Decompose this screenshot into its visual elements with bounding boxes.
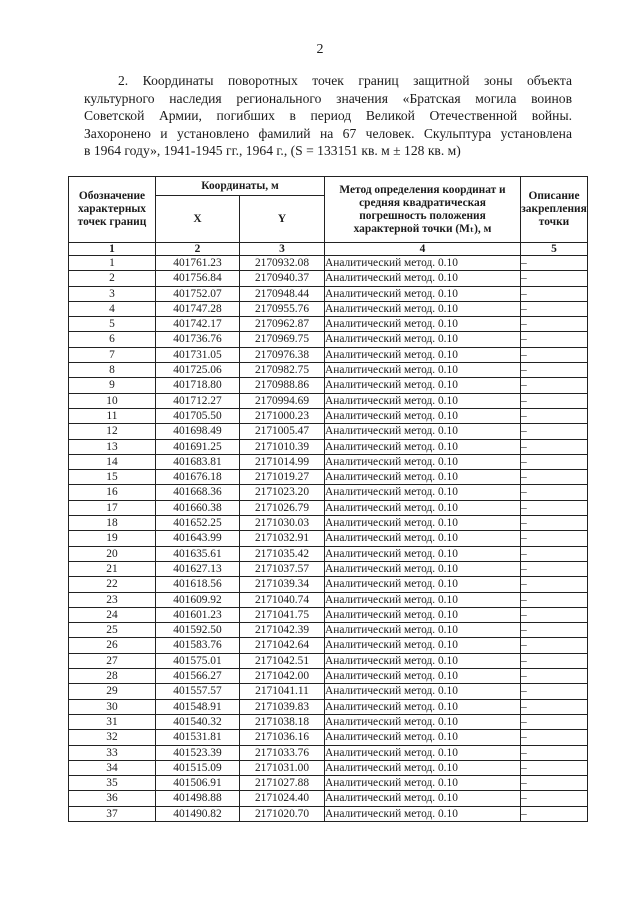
x-coordinate-cell: 401583.76 [156, 638, 240, 653]
table-row [69, 439, 588, 454]
method-cell: Аналитический метод. 0.10 [325, 363, 521, 378]
table-row [69, 699, 588, 714]
y-coordinate-cell: 2171005.47 [240, 424, 325, 439]
coordinates-table [68, 176, 588, 822]
x-coordinate-cell: 401635.61 [156, 546, 240, 561]
x-coordinate-cell: 401736.76 [156, 332, 240, 347]
point-number-cell: 20 [69, 546, 156, 561]
table-row [69, 408, 588, 423]
column-number: 2 [156, 243, 240, 256]
description-cell: – [521, 684, 588, 699]
method-cell: Аналитический метод. 0.10 [325, 776, 521, 791]
y-coordinate-cell: 2171020.70 [240, 806, 325, 821]
description-cell: – [521, 271, 588, 286]
y-coordinate-cell: 2170940.37 [240, 271, 325, 286]
x-coordinate-cell: 401515.09 [156, 760, 240, 775]
description-cell: – [521, 301, 588, 316]
x-coordinate-cell: 401575.01 [156, 653, 240, 668]
intro-line: в 1964 году», 1941-1945 гг., 1964 г., (S = 133151 кв. м ± 128 кв. м) [84, 143, 461, 159]
point-number-cell: 30 [69, 699, 156, 714]
intro-line: Советской Армии, погибших в период Великой Отечественной войны. [84, 108, 572, 124]
method-cell: Аналитический метод. 0.10 [325, 592, 521, 607]
column-number: 1 [69, 243, 156, 256]
intro-line: культурного наследия регионального значения «Братская могила воинов [84, 90, 572, 106]
method-cell: Аналитический метод. 0.10 [325, 500, 521, 515]
method-cell: Аналитический метод. 0.10 [325, 408, 521, 423]
x-coordinate-cell: 401627.13 [156, 561, 240, 576]
method-cell: Аналитический метод. 0.10 [325, 454, 521, 469]
description-cell: – [521, 791, 588, 806]
y-coordinate-cell: 2171042.51 [240, 653, 325, 668]
y-coordinate-cell: 2171030.03 [240, 516, 325, 531]
description-cell: – [521, 485, 588, 500]
x-coordinate-cell: 401691.25 [156, 439, 240, 454]
table-row [69, 531, 588, 546]
table-row [69, 516, 588, 531]
table-row [69, 378, 588, 393]
y-coordinate-cell: 2170962.87 [240, 317, 325, 332]
table-body [69, 256, 588, 822]
intro-line: 2. Координаты поворотных точек границ защитной зоны объекта [118, 73, 572, 88]
table-row [69, 393, 588, 408]
y-coordinate-cell: 2171024.40 [240, 791, 325, 806]
table-row [69, 592, 588, 607]
method-cell: Аналитический метод. 0.10 [325, 638, 521, 653]
x-coordinate-cell: 401668.36 [156, 485, 240, 500]
method-cell: Аналитический метод. 0.10 [325, 332, 521, 347]
x-coordinate-cell: 401731.05 [156, 347, 240, 362]
description-cell: – [521, 424, 588, 439]
table-row [69, 561, 588, 576]
description-cell: – [521, 393, 588, 408]
y-coordinate-cell: 2171027.88 [240, 776, 325, 791]
page-number: 2 [316, 42, 324, 57]
point-number-cell: 32 [69, 730, 156, 745]
description-cell: – [521, 378, 588, 393]
table-row [69, 806, 588, 821]
point-number-cell: 7 [69, 347, 156, 362]
point-number-cell: 23 [69, 592, 156, 607]
point-number-cell: 9 [69, 378, 156, 393]
header-description: Описание закрепления точки [521, 177, 588, 243]
point-number-cell: 10 [69, 393, 156, 408]
description-cell: – [521, 500, 588, 515]
method-cell: Аналитический метод. 0.10 [325, 439, 521, 454]
method-cell: Аналитический метод. 0.10 [325, 470, 521, 485]
point-number-cell: 36 [69, 791, 156, 806]
y-coordinate-cell: 2171036.16 [240, 730, 325, 745]
point-number-cell: 29 [69, 684, 156, 699]
table-row [69, 424, 588, 439]
header-coordinates: Координаты, м [156, 177, 325, 196]
y-coordinate-cell: 2171041.11 [240, 684, 325, 699]
point-number-cell: 16 [69, 485, 156, 500]
method-cell: Аналитический метод. 0.10 [325, 623, 521, 638]
method-cell: Аналитический метод. 0.10 [325, 669, 521, 684]
table-row [69, 745, 588, 760]
method-cell: Аналитический метод. 0.10 [325, 699, 521, 714]
method-cell: Аналитический метод. 0.10 [325, 393, 521, 408]
table-row [69, 500, 588, 515]
y-coordinate-cell: 2171019.27 [240, 470, 325, 485]
description-cell: – [521, 653, 588, 668]
method-cell: Аналитический метод. 0.10 [325, 791, 521, 806]
x-coordinate-cell: 401601.23 [156, 607, 240, 622]
x-coordinate-cell: 401566.27 [156, 669, 240, 684]
x-coordinate-cell: 401652.25 [156, 516, 240, 531]
y-coordinate-cell: 2171042.00 [240, 669, 325, 684]
table-row [69, 546, 588, 561]
y-coordinate-cell: 2170932.08 [240, 256, 325, 271]
method-cell: Аналитический метод. 0.10 [325, 745, 521, 760]
description-cell: – [521, 286, 588, 301]
description-cell: – [521, 638, 588, 653]
point-number-cell: 35 [69, 776, 156, 791]
y-coordinate-cell: 2170994.69 [240, 393, 325, 408]
x-coordinate-cell: 401557.57 [156, 684, 240, 699]
intro-line: Захоронено и установлено фамилий на 67 человек. Скульптура установлена [84, 125, 572, 141]
point-number-cell: 27 [69, 653, 156, 668]
table-row [69, 714, 588, 729]
point-number-cell: 33 [69, 745, 156, 760]
x-coordinate-cell: 401523.39 [156, 745, 240, 760]
description-cell: – [521, 607, 588, 622]
y-coordinate-cell: 2170948.44 [240, 286, 325, 301]
column-number: 3 [240, 243, 325, 256]
table-row [69, 607, 588, 622]
y-coordinate-cell: 2171038.18 [240, 714, 325, 729]
y-coordinate-cell: 2171041.75 [240, 607, 325, 622]
description-cell: – [521, 760, 588, 775]
description-cell: – [521, 546, 588, 561]
description-cell: – [521, 332, 588, 347]
description-cell: – [521, 669, 588, 684]
table-row [69, 653, 588, 668]
table-row [69, 256, 588, 271]
table-row [69, 301, 588, 316]
method-cell: Аналитический метод. 0.10 [325, 317, 521, 332]
point-number-cell: 19 [69, 531, 156, 546]
y-coordinate-cell: 2170955.76 [240, 301, 325, 316]
method-cell: Аналитический метод. 0.10 [325, 684, 521, 699]
y-coordinate-cell: 2171037.57 [240, 561, 325, 576]
description-cell: – [521, 714, 588, 729]
table-row [69, 577, 588, 592]
table-row [69, 347, 588, 362]
method-cell: Аналитический метод. 0.10 [325, 806, 521, 821]
table-row [69, 791, 588, 806]
header-designation: Обозначение характерных точек границ [69, 177, 156, 243]
description-cell: – [521, 317, 588, 332]
x-coordinate-cell: 401712.27 [156, 393, 240, 408]
y-coordinate-cell: 2170969.75 [240, 332, 325, 347]
method-cell: Аналитический метод. 0.10 [325, 516, 521, 531]
x-coordinate-cell: 401609.92 [156, 592, 240, 607]
table-row [69, 669, 588, 684]
table-row [69, 776, 588, 791]
point-number-cell: 13 [69, 439, 156, 454]
y-coordinate-cell: 2171039.83 [240, 699, 325, 714]
method-cell: Аналитический метод. 0.10 [325, 561, 521, 576]
x-coordinate-cell: 401752.07 [156, 286, 240, 301]
description-cell: – [521, 592, 588, 607]
y-coordinate-cell: 2171039.34 [240, 577, 325, 592]
description-cell: – [521, 470, 588, 485]
x-coordinate-cell: 401592.50 [156, 623, 240, 638]
y-coordinate-cell: 2171033.76 [240, 745, 325, 760]
header-method: Метод определения координат и средняя квадратическая погрешность положения характерной точки (Mₜ), м [325, 177, 521, 243]
column-number: 4 [325, 243, 521, 256]
description-cell: – [521, 776, 588, 791]
x-coordinate-cell: 401698.49 [156, 424, 240, 439]
x-coordinate-cell: 401498.88 [156, 791, 240, 806]
x-coordinate-cell: 401618.56 [156, 577, 240, 592]
point-number-cell: 2 [69, 271, 156, 286]
point-number-cell: 8 [69, 363, 156, 378]
method-cell: Аналитический метод. 0.10 [325, 577, 521, 592]
x-coordinate-cell: 401506.91 [156, 776, 240, 791]
description-cell: – [521, 806, 588, 821]
x-coordinate-cell: 401718.80 [156, 378, 240, 393]
table-row [69, 684, 588, 699]
intro-paragraph [84, 72, 572, 160]
y-coordinate-cell: 2170982.75 [240, 363, 325, 378]
y-coordinate-cell: 2171032.91 [240, 531, 325, 546]
header-y: Y [240, 196, 325, 243]
x-coordinate-cell: 401660.38 [156, 500, 240, 515]
method-cell: Аналитический метод. 0.10 [325, 347, 521, 362]
description-cell: – [521, 363, 588, 378]
y-coordinate-cell: 2171042.64 [240, 638, 325, 653]
point-number-cell: 26 [69, 638, 156, 653]
point-number-cell: 5 [69, 317, 156, 332]
description-cell: – [521, 561, 588, 576]
description-cell: – [521, 745, 588, 760]
y-coordinate-cell: 2170976.38 [240, 347, 325, 362]
description-cell: – [521, 256, 588, 271]
y-coordinate-cell: 2171010.39 [240, 439, 325, 454]
description-cell: – [521, 577, 588, 592]
point-number-cell: 11 [69, 408, 156, 423]
point-number-cell: 6 [69, 332, 156, 347]
method-cell: Аналитический метод. 0.10 [325, 301, 521, 316]
column-number: 5 [521, 243, 588, 256]
table-row [69, 730, 588, 745]
point-number-cell: 28 [69, 669, 156, 684]
point-number-cell: 3 [69, 286, 156, 301]
point-number-cell: 24 [69, 607, 156, 622]
point-number-cell: 4 [69, 301, 156, 316]
x-coordinate-cell: 401747.28 [156, 301, 240, 316]
table-row [69, 332, 588, 347]
description-cell: – [521, 699, 588, 714]
method-cell: Аналитический метод. 0.10 [325, 286, 521, 301]
method-cell: Аналитический метод. 0.10 [325, 256, 521, 271]
table-row [69, 286, 588, 301]
table-row [69, 638, 588, 653]
method-cell: Аналитический метод. 0.10 [325, 714, 521, 729]
x-coordinate-cell: 401490.82 [156, 806, 240, 821]
method-cell: Аналитический метод. 0.10 [325, 531, 521, 546]
method-cell: Аналитический метод. 0.10 [325, 271, 521, 286]
point-number-cell: 14 [69, 454, 156, 469]
description-cell: – [521, 454, 588, 469]
method-cell: Аналитический метод. 0.10 [325, 546, 521, 561]
x-coordinate-cell: 401725.06 [156, 363, 240, 378]
table-row [69, 454, 588, 469]
y-coordinate-cell: 2171014.99 [240, 454, 325, 469]
point-number-cell: 1 [69, 256, 156, 271]
header-x: X [156, 196, 240, 243]
method-cell: Аналитический метод. 0.10 [325, 424, 521, 439]
point-number-cell: 34 [69, 760, 156, 775]
y-coordinate-cell: 2171035.42 [240, 546, 325, 561]
table-row [69, 363, 588, 378]
method-cell: Аналитический метод. 0.10 [325, 378, 521, 393]
point-number-cell: 22 [69, 577, 156, 592]
y-coordinate-cell: 2171042.39 [240, 623, 325, 638]
method-cell: Аналитический метод. 0.10 [325, 760, 521, 775]
table-row [69, 623, 588, 638]
point-number-cell: 31 [69, 714, 156, 729]
point-number-cell: 21 [69, 561, 156, 576]
y-coordinate-cell: 2171031.00 [240, 760, 325, 775]
y-coordinate-cell: 2171026.79 [240, 500, 325, 515]
point-number-cell: 18 [69, 516, 156, 531]
description-cell: – [521, 439, 588, 454]
description-cell: – [521, 623, 588, 638]
point-number-cell: 25 [69, 623, 156, 638]
method-cell: Аналитический метод. 0.10 [325, 653, 521, 668]
description-cell: – [521, 347, 588, 362]
method-cell: Аналитический метод. 0.10 [325, 485, 521, 500]
x-coordinate-cell: 401548.91 [156, 699, 240, 714]
x-coordinate-cell: 401531.81 [156, 730, 240, 745]
y-coordinate-cell: 2171000.23 [240, 408, 325, 423]
y-coordinate-cell: 2171040.74 [240, 592, 325, 607]
point-number-cell: 15 [69, 470, 156, 485]
table-row [69, 760, 588, 775]
x-coordinate-cell: 401643.99 [156, 531, 240, 546]
y-coordinate-cell: 2171023.20 [240, 485, 325, 500]
x-coordinate-cell: 401683.81 [156, 454, 240, 469]
description-cell: – [521, 531, 588, 546]
point-number-cell: 37 [69, 806, 156, 821]
x-coordinate-cell: 401742.17 [156, 317, 240, 332]
table-row [69, 271, 588, 286]
x-coordinate-cell: 401756.84 [156, 271, 240, 286]
x-coordinate-cell: 401540.32 [156, 714, 240, 729]
method-cell: Аналитический метод. 0.10 [325, 730, 521, 745]
point-number-cell: 17 [69, 500, 156, 515]
method-cell: Аналитический метод. 0.10 [325, 607, 521, 622]
point-number-cell: 12 [69, 424, 156, 439]
table-row [69, 470, 588, 485]
x-coordinate-cell: 401676.18 [156, 470, 240, 485]
description-cell: – [521, 408, 588, 423]
table-row [69, 317, 588, 332]
x-coordinate-cell: 401705.50 [156, 408, 240, 423]
description-cell: – [521, 730, 588, 745]
x-coordinate-cell: 401761.23 [156, 256, 240, 271]
table-row [69, 485, 588, 500]
description-cell: – [521, 516, 588, 531]
y-coordinate-cell: 2170988.86 [240, 378, 325, 393]
